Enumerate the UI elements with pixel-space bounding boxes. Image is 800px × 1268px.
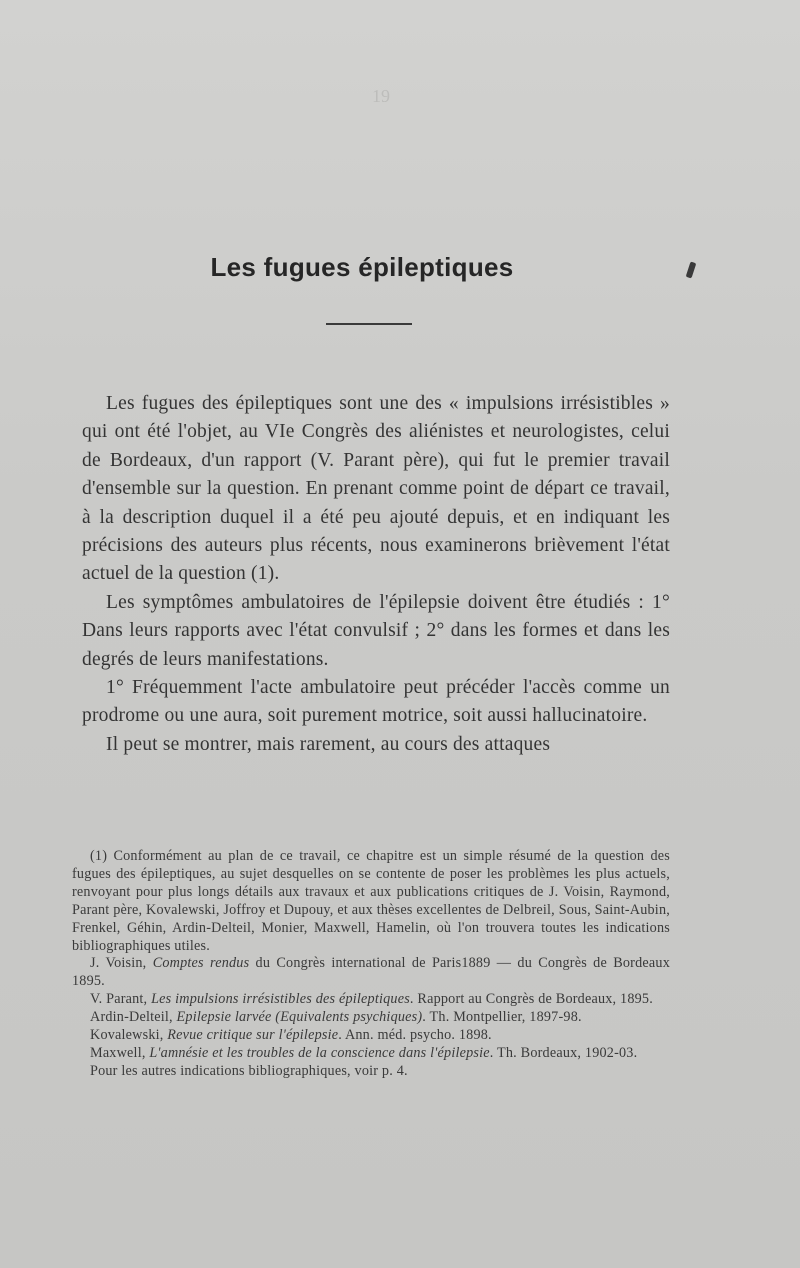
paragraph-symptoms: Les symptômes ambulatoires de l'épilepsie doivent être étudiés : 1° Dans leurs rapports avec l'état convulsif ; 2° dans les formes et dans les degrés de leurs manifestations.: [82, 591, 670, 670]
title-divider: [326, 323, 412, 325]
paragraph-intro: Les fugues des épileptiques sont une des « impulsions irrésistibles » qui ont été l'objet, au VIe Congrès des aliénistes et neurologistes, celui de Bordeaux, d'un rapport (V. Parant père), qui fut le premier travail d'ensemble sur la question. En prenant comme point de départ ce travail, à la description duquel il a été peu ajouté depuis, et en indiquant les précisions des auteurs plus récents, nous examinerons brièvement l'état actuel de la question (1).: [82, 393, 670, 585]
paragraph-first-point: 1° Fréquemment l'acte ambulatoire peut précéder l'accès comme un prodrome ou une aura, soit purement motrice, soit aussi hallucinatoire.: [82, 677, 670, 727]
reference-details: . Th. Bordeaux, 1902-03.: [489, 1044, 638, 1061]
reference-ardin-delteil: [72, 1009, 670, 1027]
reference-title: L'amnésie et les troubles de la conscience dans l'épilepsie: [149, 1044, 490, 1061]
footnote-1: (1) Conformément au plan de ce travail, ce chapitre est un simple résumé de la question des fugues des épileptiques, au sujet desquelles on se contente de poser les problèmes les plus actuels, renvoyant pour plus longs détails aux travaux et aux publications critiques de J. Voisin, Raymond, Parant père, Kovalewski, Joffroy et Dupouy, et aux thèses excellentes de Delbreil, Sous, Saint-Aubin, Frenkel, Géhin, Ardin-Delteil, Monier, Maxwell, Hamelin, où l'on trouvera toutes les indications bibliographiques utiles.: [72, 848, 670, 954]
reference-author: Ardin-Delteil,: [90, 1009, 177, 1026]
reference-parant: [72, 991, 670, 1009]
reference-author: J. Voisin,: [90, 955, 153, 972]
page-number: 19: [372, 86, 390, 106]
reference-title: Epilepsie larvée (Equivalents psychiques): [176, 1009, 423, 1026]
reference-details: . Rapport au Congrès de Bordeaux, 1895.: [409, 991, 653, 1008]
footnotes: [72, 848, 670, 1081]
reference-maxwell: [72, 1045, 670, 1063]
paragraph-attacks: Il peut se montrer, mais rarement, au cours des attaques: [106, 733, 551, 755]
chapter-title: Les fugues épileptiques: [210, 252, 514, 282]
reference-title: Revue critique sur l'épilepsie: [167, 1027, 339, 1044]
reference-author: Maxwell,: [90, 1044, 150, 1061]
reference-title: Comptes rendus: [152, 955, 250, 972]
reference-author: Kovalewski,: [90, 1027, 168, 1044]
reference-title: Les impulsions irrésistibles des épileptiques: [151, 991, 410, 1008]
reference-details: . Ann. méd. psycho. 1898.: [338, 1027, 492, 1044]
reference-author: V. Parant,: [90, 991, 152, 1008]
body-text: [82, 390, 670, 759]
reference-details: du Congrès international de Paris1889 — du Congrès de Bordeaux 1895.: [72, 955, 670, 990]
reference-kovalewski: [72, 1027, 670, 1045]
reference-voisin: [72, 955, 670, 991]
reference-other: Pour les autres indications bibliographiques, voir p. 4.: [90, 1062, 408, 1079]
reference-details: . Th. Montpellier, 1897-98.: [422, 1009, 582, 1026]
